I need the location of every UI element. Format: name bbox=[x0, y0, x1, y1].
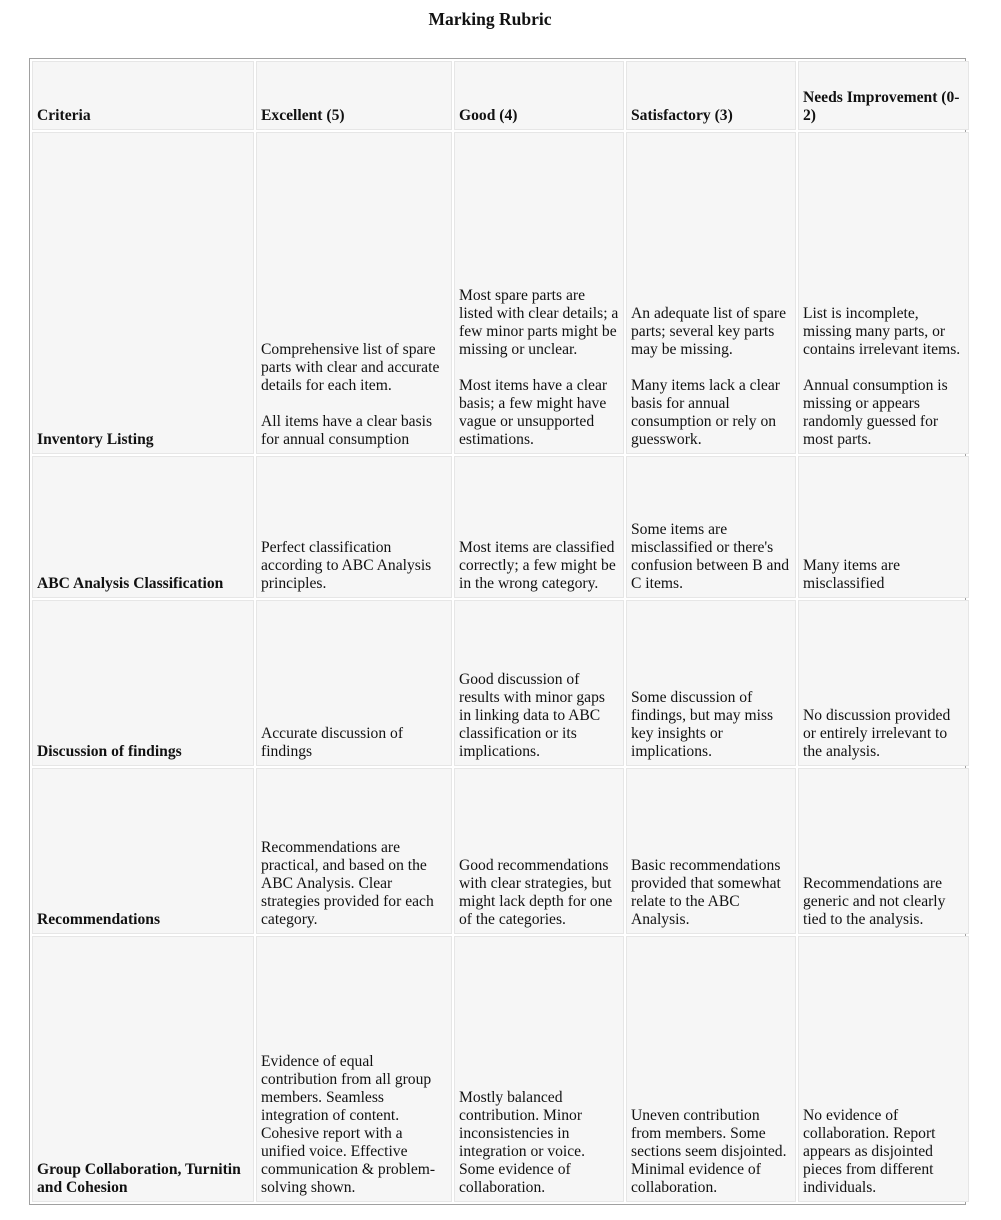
table-row bbox=[32, 456, 969, 598]
excellent-text-listing: Comprehensive list of spare parts with clear and accurate details for each item. bbox=[261, 341, 440, 394]
good-cell: Mostly balanced contribution. Minor inconsistencies in integration or voice. Some evidence of collaboration. bbox=[454, 936, 624, 1202]
good-text-listing: Most spare parts are listed with clear details; a few minor parts might be missing or unclear. bbox=[459, 287, 619, 358]
criterion-cell: Group Collaboration, Turnitin and Cohesion bbox=[32, 936, 254, 1202]
table-row bbox=[32, 936, 969, 1202]
satisfactory-text-consumption: Many items lack a clear basis for annual consumption or rely on guesswork. bbox=[631, 377, 780, 448]
table-row bbox=[32, 600, 969, 766]
satisfactory-cell: Uneven contribution from members. Some sections seem disjointed. Minimal evidence of collaboration. bbox=[626, 936, 796, 1202]
good-cell: Most items are classified correctly; a few might be in the wrong category. bbox=[454, 456, 624, 598]
rubric-table bbox=[30, 59, 971, 1204]
excellent-text-consumption: All items have a clear basis for annual consumption bbox=[261, 413, 433, 448]
needs-improvement-cell: No discussion provided or entirely irrelevant to the analysis. bbox=[798, 600, 969, 766]
header-needs-improvement: Needs Improvement (0-2) bbox=[798, 61, 969, 130]
good-cell: Good recommendations with clear strategies, but might lack depth for one of the categories. bbox=[454, 768, 624, 934]
needs-improvement-text-listing: List is incomplete, missing many parts, or contains irrelevant items. bbox=[803, 305, 961, 358]
good-text-consumption: Most items have a clear basis; a few might have vague or unsupported estimations. bbox=[459, 377, 608, 448]
excellent-cell bbox=[256, 132, 452, 454]
needs-improvement-cell: Recommendations are generic and not clearly tied to the analysis. bbox=[798, 768, 969, 934]
rubric-table-frame bbox=[29, 58, 966, 1205]
excellent-cell: Perfect classification according to ABC Analysis principles. bbox=[256, 456, 452, 598]
needs-improvement-text-consumption: Annual consumption is missing or appears randomly guessed for most parts. bbox=[803, 377, 948, 448]
good-cell: Good discussion of results with minor gaps in linking data to ABC classification or its implications. bbox=[454, 600, 624, 766]
satisfactory-cell bbox=[626, 132, 796, 454]
excellent-cell: Recommendations are practical, and based on the ABC Analysis. Clear strategies provided for each category. bbox=[256, 768, 452, 934]
table-row bbox=[32, 132, 969, 454]
header-satisfactory: Satisfactory (3) bbox=[626, 61, 796, 130]
needs-improvement-cell bbox=[798, 132, 969, 454]
criterion-cell: Recommendations bbox=[32, 768, 254, 934]
satisfactory-cell: Some items are misclassified or there's confusion between B and C items. bbox=[626, 456, 796, 598]
header-criteria: Criteria bbox=[32, 61, 254, 130]
excellent-cell: Accurate discussion of findings bbox=[256, 600, 452, 766]
excellent-cell: Evidence of equal contribution from all group members. Seamless integration of content. Cohesive report with a unified voice. Effective communication & problem-solving shown. bbox=[256, 936, 452, 1202]
needs-improvement-cell: No evidence of collaboration. Report appears as disjointed pieces from different individuals. bbox=[798, 936, 969, 1202]
table-row bbox=[32, 768, 969, 934]
header-excellent: Excellent (5) bbox=[256, 61, 452, 130]
page-title: Marking Rubric bbox=[428, 9, 552, 29]
satisfactory-cell: Some discussion of findings, but may miss key insights or implications. bbox=[626, 600, 796, 766]
satisfactory-text-listing: An adequate list of spare parts; several key parts may be missing. bbox=[631, 305, 787, 358]
criterion-cell: Discussion of findings bbox=[32, 600, 254, 766]
header-good: Good (4) bbox=[454, 61, 624, 130]
good-cell bbox=[454, 132, 624, 454]
satisfactory-cell: Basic recommendations provided that somewhat relate to the ABC Analysis. bbox=[626, 768, 796, 934]
criterion-cell: ABC Analysis Classification bbox=[32, 456, 254, 598]
needs-improvement-cell: Many items are misclassified bbox=[798, 456, 969, 598]
header-row bbox=[32, 61, 969, 130]
criterion-cell: Inventory Listing bbox=[32, 132, 254, 454]
